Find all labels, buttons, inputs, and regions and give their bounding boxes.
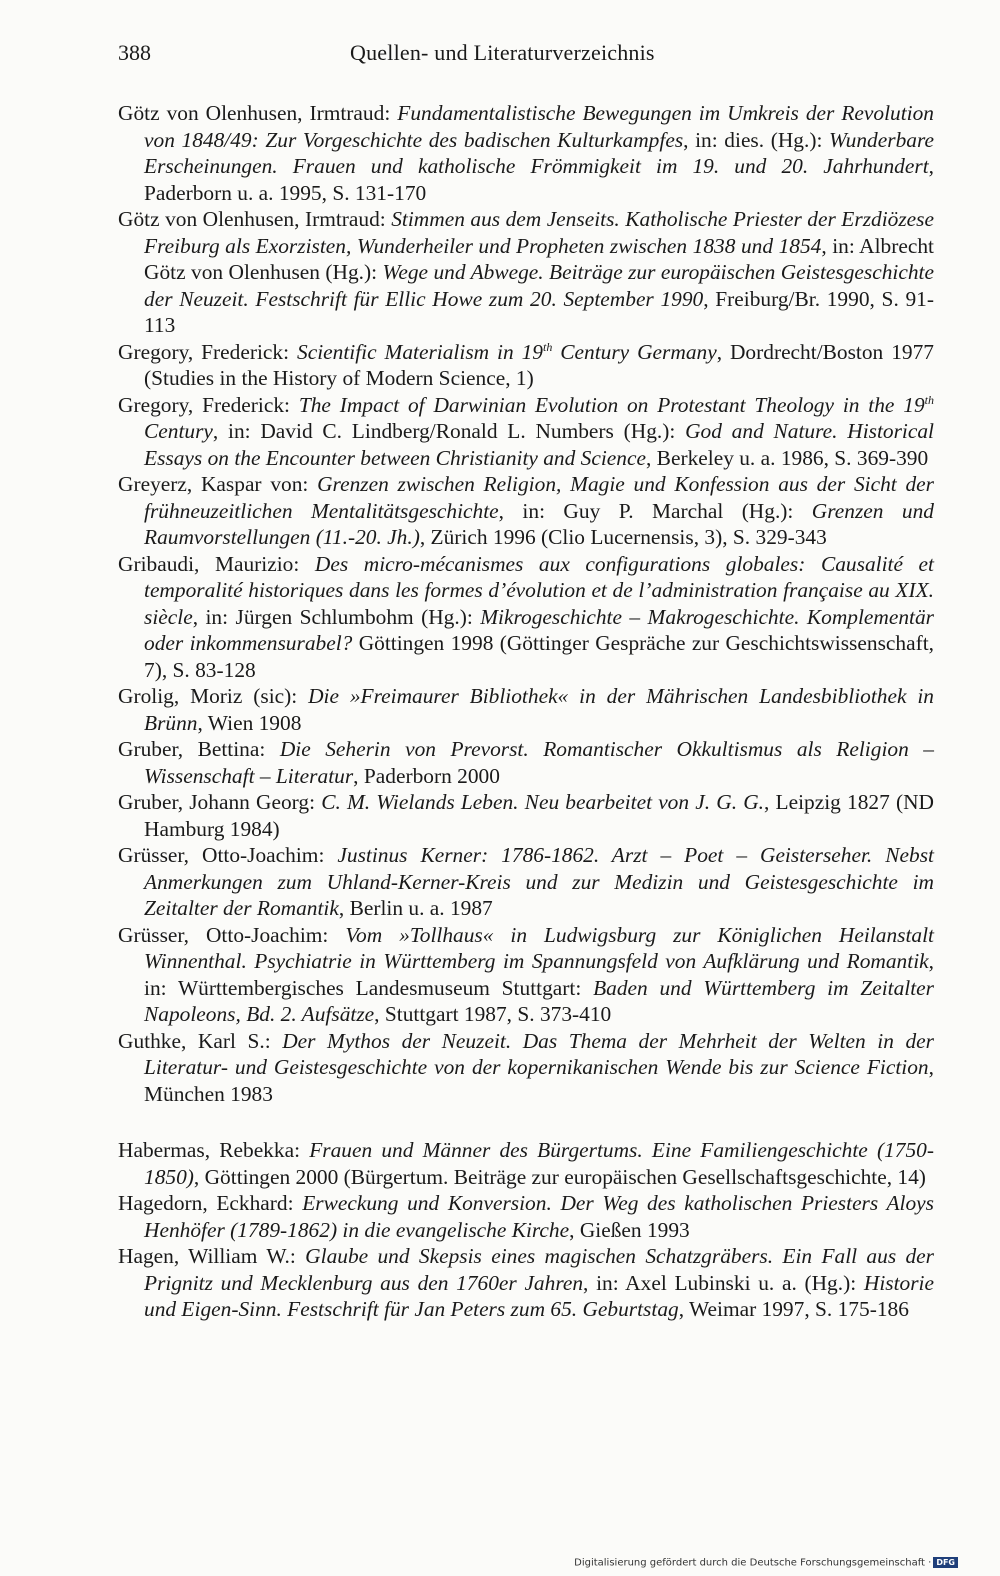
entry-title-text: God and Nature. Historical Essays on the Encounter between Christianity and Science — [144, 419, 934, 470]
entry-text: Göttingen 1998 (Göttinger Gespräche zur Geschichtswissenschaft, 7), S. 83-128 — [144, 631, 934, 682]
entry-text: , Berkeley u. a. 1986, S. 369-390 — [645, 445, 929, 470]
entry-text: Grolig, Moriz (sic): — [118, 684, 309, 708]
entry-title-text: Wunderbare Erscheinungen. Frauen und katholische Frömmigkeit im 19. und 20. Jahrhundert — [144, 127, 934, 178]
entry-text: Hagen, William W.: — [118, 1244, 306, 1268]
entry-text: Grüsser, Otto-Joachim: — [118, 843, 338, 867]
entry-title-text: C. M. Wielands Leben. Neu bearbeitet von J. G. G. — [321, 790, 765, 814]
entry-title-text: th — [542, 339, 553, 354]
entry-text: , Berlin u. a. 1987 — [338, 896, 493, 920]
entry-title-text: Glaube und Skepsis eines magischen Schatzgräbers. Ein Fall aus der Prignitz und Mecklenburg aus den 1760er Jahren — [144, 1244, 934, 1295]
entry-title-text: Frauen und Männer des Bürgertums. Eine Familiengeschichte (1750-1850) — [144, 1138, 934, 1189]
entry-text: , Zürich 1996 (Clio Lucernensis, 3), S. 329-343 — [419, 525, 827, 549]
entry-title-text: Historie und Eigen-Sinn. Festschrift für Jan Peters zum 65. Geburtstag — [144, 1270, 934, 1321]
entry-title-text: Justinus Kerner: 1786-1862. Arzt – Poet – Geisterseher. Nebst Anmerkungen zum Uhland-Kerner-Kreis und zur Medizin und Geistesgeschichte im Zeitalter der Romantik — [144, 843, 934, 920]
entry-text: , Dordrecht/Boston 1977 (Studies in the History of Modern Science, 1) — [144, 339, 934, 390]
entry-text: Grüsser, Otto-Joachim: — [118, 922, 346, 947]
entry-title-text: Die »Freimaurer Bibliothek« in der Mährischen Landesbibliothek in Brünn — [144, 684, 934, 735]
entry-text: , in: David C. Lindberg/Ronald L. Numbers (Hg.): — [212, 419, 686, 443]
bibliography-entry — [118, 471, 934, 551]
entry-title-text: th — [924, 392, 934, 407]
entry-title-text: Mikrogeschichte – Makrogeschichte. Komplementär oder inkommensurabel? — [144, 604, 934, 655]
entry-text: , Freiburg/Br. 1990, S. 91-113 — [144, 286, 934, 337]
entry-text: Guthke, Karl S.: — [118, 1028, 283, 1053]
entry-title-text: Erweckung und Konversion. Der Weg des katholischen Priesters Aloys Henhöfer (1789-1862) in die evangelische Kirche — [144, 1191, 934, 1242]
entry-title-text: Stimmen aus dem Jenseits. Katholische Priester der Erzdiözese Freiburg als Exorzisten, Wunderheiler und Propheten zwischen 1838 und 1854 — [144, 207, 934, 258]
entry-text: Götz von Olenhusen, Irmtraud: — [118, 207, 392, 231]
entry-text: Greyerz, Kaspar von: — [118, 472, 318, 496]
running-title: Quellen- und Literaturverzeichnis — [350, 40, 655, 65]
entry-text: , Stuttgart 1987, S. 373-410 — [374, 1002, 612, 1026]
dfg-logo: DFG — [933, 1557, 958, 1568]
entry-text: , Weimar 1997, S. 175-186 — [678, 1297, 909, 1321]
entry-text: , in: Axel Lubinski u. a. (Hg.): — [583, 1270, 864, 1295]
entry-text: Götz von Olenhusen, Irmtraud: — [118, 101, 398, 125]
entry-title-text: Die Seherin von Prevorst. Romantischer Okkultismus als Religion – Wissenschaft – Literatur — [144, 737, 934, 788]
entry-title-text: Vom »Tollhaus« in Ludwigsburg zur Königlichen Heilanstalt Winnenthal. Psychiatrie in Württemberg im Spannungsfeld von Aufklärung und Romantik — [144, 922, 934, 973]
entry-title-text: Grenzen zwischen Religion, Magie und Konfession aus der Sicht der frühneuzeitlichen Mentalitätsgeschichte — [144, 472, 934, 523]
digitization-credit — [574, 1557, 958, 1569]
page-header — [118, 40, 934, 74]
entry-title-text: Der Mythos der Neuzeit. Das Thema der Mehrheit der Welten in der Literatur- und Geistesgeschichte von der kopernikanischen Wende bis zur Science Fiction — [144, 1028, 935, 1079]
entry-text: Gregory, Frederick: — [118, 339, 297, 364]
bibliography-entry — [118, 842, 934, 922]
entry-text: , in: Albrecht Götz von Olenhusen (Hg.): — [144, 233, 934, 284]
entry-title-text: Des micro-mécanismes aux configurations globales: Causalité et temporalité historiques dans les formes d’évolution et de l’administration française au XIX. siècle — [144, 551, 934, 629]
entry-text: Gruber, Bettina: — [118, 737, 280, 761]
bibliography-entry — [118, 206, 934, 339]
entry-text: , Göttingen 2000 (Bürgertum. Beiträge zur europäischen Gesellschaftsgeschichte, 14) — [193, 1164, 926, 1189]
entry-title-text: Wege und Abwege. Beiträge zur europäischen Geistesgeschichte der Neuzeit. Festschrift für Ellic Howe zum 20. September 1990 — [144, 260, 934, 311]
bibliography-entry — [118, 922, 934, 1028]
bibliography-entry — [118, 1137, 934, 1190]
entry-title-text: Scientific Materialism in 19 — [297, 339, 543, 364]
bibliography-entry — [118, 736, 934, 789]
bibliography-entry — [118, 551, 934, 684]
entry-text: , Paderborn u. a. 1995, S. 131-170 — [144, 154, 934, 205]
bibliography-entry — [118, 339, 934, 392]
entry-text: Gribaudi, Maurizio: — [118, 551, 315, 576]
entry-text: , in: Guy P. Marchal (Hg.): — [498, 498, 812, 523]
page-number: 388 — [118, 40, 151, 65]
entry-text: , Paderborn 2000 — [353, 763, 500, 788]
entry-title-text: Century — [144, 419, 213, 443]
entry-title-text: Baden und Württemberg im Zeitalter Napoleons, Bd. 2. Aufsätze — [144, 975, 934, 1026]
entry-title-text: Grenzen und Raumvorstellungen (11.-20. Jh.) — [144, 498, 934, 549]
bibliography-entry — [118, 1243, 934, 1323]
entry-text: , Gießen 1993 — [569, 1217, 690, 1242]
entry-text: , Wien 1908 — [197, 710, 302, 735]
entry-text: , in: dies. (Hg.): — [683, 127, 830, 152]
entry-text: , in: Württembergisches Landesmuseum Stuttgart: — [144, 949, 934, 1000]
bibliography-list — [118, 100, 934, 1323]
entry-text: Habermas, Rebekka: — [118, 1138, 310, 1162]
bibliography-entry — [118, 100, 934, 206]
entry-title-text: The Impact of Darwinian Evolution on Protestant Theology in the 19 — [298, 392, 925, 417]
entry-text: Gruber, Johann Georg: — [118, 790, 322, 814]
credit-text: Digitalisierung gefördert durch die Deutsche Forschungsgemeinschaft · — [574, 1557, 932, 1568]
bibliography-entry — [118, 789, 934, 842]
entry-text: , Leipzig 1827 (ND Hamburg 1984) — [144, 790, 934, 841]
bibliography-entry — [118, 683, 934, 736]
bibliography-entry — [118, 392, 934, 472]
entry-text: , München 1983 — [144, 1055, 934, 1106]
bibliography-entry — [118, 1028, 934, 1108]
entry-text: Hagedorn, Eckhard: — [118, 1191, 303, 1215]
entry-text: , in: Jürgen Schlumbohm (Hg.): — [192, 604, 481, 629]
entry-text: Gregory, Frederick: — [118, 392, 299, 417]
bibliography-entry — [118, 1190, 934, 1243]
entry-title-text: Fundamentalistische Bewegungen im Umkreis der Revolution von 1848/49: Zur Vorgeschichte des badischen Kulturkampfes — [144, 101, 935, 152]
entry-title-text: Century Germany — [552, 339, 717, 364]
